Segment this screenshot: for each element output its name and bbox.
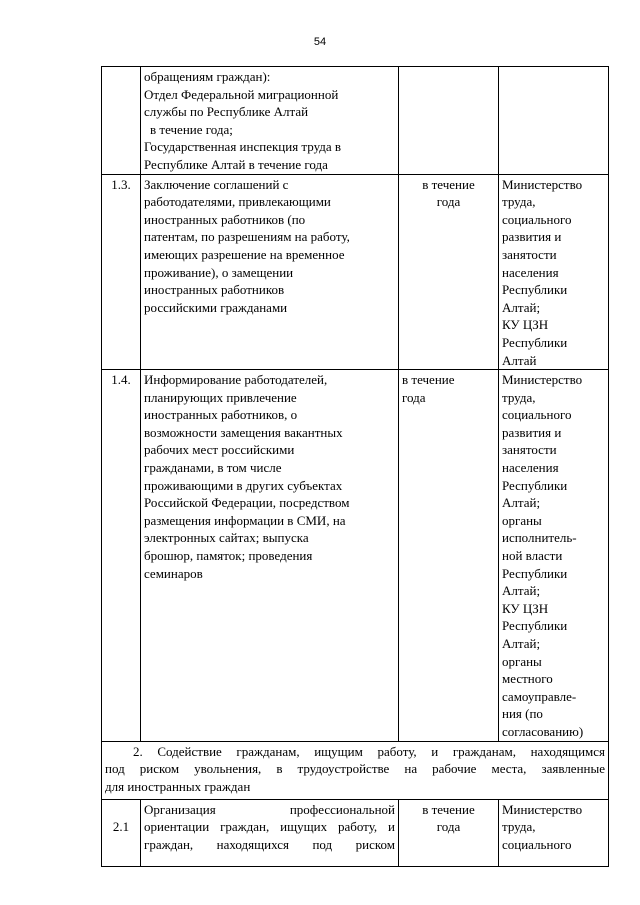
text-line: труда, (502, 389, 536, 405)
text-line: занятости (502, 246, 557, 262)
text-line: года (402, 389, 426, 405)
section-heading-row (102, 741, 609, 799)
text-line: занятости (502, 442, 557, 458)
text-line: проживание), о замещении (144, 264, 294, 280)
text-line: имеющих разрешение на временное (144, 246, 345, 262)
text-line: исполнитель- (502, 530, 577, 546)
text-line: Министерство (502, 801, 583, 817)
text-line: развития и (502, 424, 562, 440)
text-line: Республики (502, 334, 568, 350)
text-line: труда, (502, 819, 536, 835)
executor-cell (499, 67, 609, 175)
table-row-2-1 (102, 799, 609, 866)
text-line: в течение года; (150, 121, 233, 137)
table-row-continued (102, 67, 609, 175)
text-line: семинаров (144, 565, 203, 581)
page-number: 54 (313, 36, 327, 48)
term-cell (399, 67, 499, 175)
text-line: в течение (402, 372, 455, 388)
text-line: самоуправле- (502, 688, 577, 704)
text-line: социального (502, 407, 572, 423)
number-cell (102, 67, 141, 175)
text-line: Российской Федерации, посредством (144, 495, 350, 511)
text-line: Алтай; (502, 299, 541, 315)
text-line: в течение (422, 801, 475, 817)
text-line: планирующих привлечение (144, 389, 297, 405)
text-line: Министерство (502, 176, 583, 192)
text-line: иностранных работников (по (144, 211, 306, 227)
text-line: местного (502, 671, 553, 687)
text-line: согласованию) (502, 723, 584, 739)
text-line: в течение (422, 176, 475, 192)
text-line: граждан, находящихся под риском (144, 836, 395, 852)
text-line: ориентации граждан, ищущих работу, и (144, 819, 395, 835)
text-line: размещения информации в СМИ, на (144, 512, 346, 528)
text-line: населения (502, 264, 559, 280)
text-line: Алтай; (502, 636, 541, 651)
text-line: Информирование работодателей, (144, 372, 328, 388)
executor-cell (499, 799, 609, 866)
measure-cell (141, 799, 399, 866)
executor-cell (499, 174, 609, 370)
text-line: службы по Республике Алтай (144, 104, 309, 120)
row-number: 2.1 (102, 799, 141, 866)
text-line: Государственная инспекция труда в (144, 139, 342, 155)
text-line: ния (по (502, 706, 543, 722)
text-line: гражданами, в том числе (144, 460, 282, 476)
text-line: работодателями, привлекающими (144, 194, 331, 210)
text-line: Республики (502, 618, 568, 634)
section-heading (102, 741, 609, 799)
table-row-1-3 (102, 174, 609, 370)
text-line: Республики (502, 477, 568, 493)
text-line: под риском увольнения, в трудоустройстве на рабочие места, заявленные (105, 761, 605, 777)
text-line: органы (502, 512, 542, 528)
text-line: 2. Содействие гражданам, ищущим работу, и гражданам, находящимся (133, 743, 605, 759)
text-line: рабочих мест российскими (144, 442, 295, 458)
text-line: Республики (502, 282, 568, 298)
measure-cell (141, 174, 399, 370)
text-line: Заключение соглашений с (144, 176, 289, 192)
text-line: труда, (502, 194, 536, 210)
text-line: населения (502, 460, 559, 476)
text-line: брошюр, памяток; проведения (144, 548, 313, 564)
text-line: КУ ЦЗН (502, 317, 549, 333)
text-line: Алтай (502, 352, 537, 368)
text-line: социального (502, 836, 572, 852)
text-line: Республике Алтай в течение года (144, 156, 328, 172)
text-line: КУ ЦЗН (502, 600, 549, 616)
text-line: Алтай; (502, 583, 541, 599)
text-line: патентам, по разрешениям на работу, (144, 229, 350, 245)
text-line: электронных сайтах; выпуска (144, 530, 309, 546)
text-line: года (436, 819, 461, 835)
text-line: иностранных работников (144, 282, 285, 298)
text-line: для иностранных граждан (105, 778, 251, 794)
term-cell (399, 799, 499, 866)
text-line: Отдел Федеральной миграционной (144, 86, 339, 102)
text-line: развития и (502, 229, 562, 245)
text-line: Министерство (502, 372, 583, 388)
term-cell (399, 370, 499, 741)
text-line: российскими гражданами (144, 299, 288, 315)
measure-cell (141, 67, 399, 175)
executor-cell (499, 370, 609, 741)
measure-cell (141, 370, 399, 741)
text-line: обращениям граждан): (144, 69, 271, 84)
text-line: социального (502, 211, 572, 227)
text-line: Республики (502, 565, 568, 581)
text-line: проживающими в других субъектах (144, 477, 343, 493)
text-line: иностранных работников, о (144, 407, 298, 423)
text-line: возможности замещения вакантных (144, 424, 343, 440)
row-number: 1.4. (102, 370, 141, 741)
table-row-1-4 (102, 370, 609, 741)
text-line: года (436, 194, 461, 210)
text-line: ной власти (502, 548, 563, 564)
term-cell (399, 174, 499, 370)
measures-table (101, 66, 609, 867)
row-number: 1.3. (102, 174, 141, 370)
text-line: органы (502, 653, 542, 669)
text-line: Организация профессиональной (144, 801, 395, 817)
text-line: Алтай; (502, 495, 541, 511)
